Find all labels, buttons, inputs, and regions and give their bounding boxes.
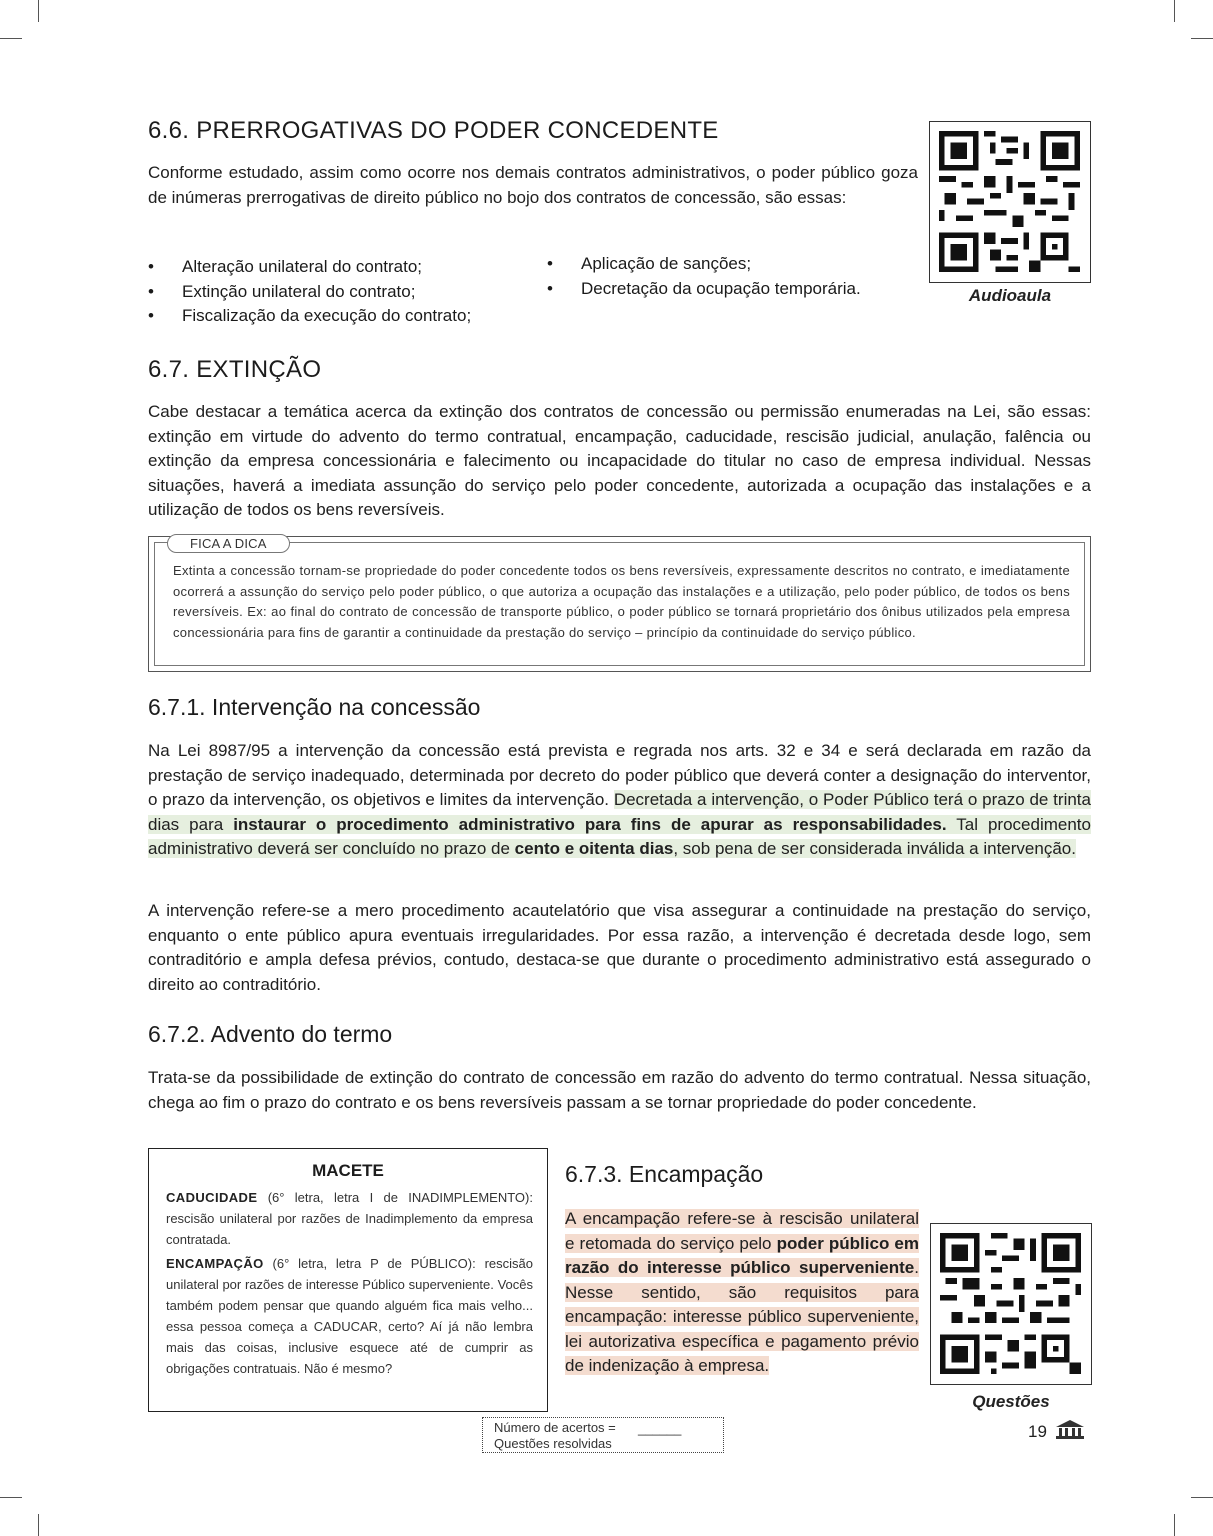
crop-mark (38, 0, 39, 22)
mnemonic-term: CADUCIDADE (166, 1190, 258, 1205)
qr-caption-questoes: Questões (972, 1392, 1050, 1411)
qr-code-icon (940, 1233, 1081, 1374)
counter-label-correct: Número de acertos = (494, 1420, 616, 1435)
section-body-6-7-3 (565, 1207, 919, 1379)
crop-mark (1174, 1514, 1175, 1536)
section-body-6-7: Cabe destacar a temática acerca da extinção dos contratos de concessão ou permissão enumeradas na Lei, são essas: extinção em virtude do advento do termo contratual, encampação, caducidade, rescisão judicial, anulação, falência ou extinção da empresa concessionária e falecimento ou incapacidade do titular no caso de empresa individual. Nessas situações, haverá a imediata assunção do serviço pelo poder concedente, autorizada a ocupação das instalações e a utilização de todos os bens reversíveis. (148, 402, 1091, 519)
qr-caption-audioaula: Audioaula (968, 286, 1052, 305)
crop-mark (1191, 1497, 1213, 1498)
highlighted-text (565, 1209, 919, 1375)
highlight-segment: Tal procedimento administrativo deverá ser concluído no prazo de (148, 814, 1091, 858)
highlight-segment: , sob pena de ser considerada inválida a intervenção. (673, 839, 1076, 858)
highlight-segment: . Nesse sentido, são requisitos para encampação: interesse público superveniente, lei autorizativa específica e pagamento prévio de indenização à empresa. (565, 1258, 919, 1375)
section-body-6-7-1-p2: A intervenção refere-se a mero procedimento acautelatório que visa assegurar a continuidade na prestação do serviço, enquanto o ente público apura eventuais irregularidades. Por essa razão, a intervenção é decretada desde logo, sem contraditório e ampla defesa prévios, contudo, destaca-se que durante o procedimento administrativo está assegurado o direito ao contraditório. (148, 901, 1091, 994)
qr-code-audioaula[interactable] (929, 121, 1091, 283)
section-title-6-7-3: 6.7.3. Encampação (565, 1161, 764, 1187)
crop-mark (1191, 38, 1213, 39)
section-title-6-7-1: 6.7.1. Intervenção na concessão (148, 694, 481, 720)
mnemonic-encampacao (166, 1253, 533, 1379)
list-item: • Decretação da ocupação temporária. (547, 277, 927, 302)
section-title-6-7: 6.7. EXTINÇÃO (148, 356, 322, 383)
mnemonic-term: ENCAMPAÇÃO (166, 1256, 264, 1271)
score-counter (482, 1417, 724, 1453)
crop-mark (0, 1497, 22, 1498)
list-item: • Alteração unilateral do contrato; (148, 255, 538, 280)
crop-mark (1174, 0, 1175, 22)
tip-box-inner (154, 536, 1085, 666)
section-title-6-6: 6.6. PRERROGATIVAS DO PODER CONCEDENTE (148, 117, 719, 144)
section-intro-6-6: Conforme estudado, assim como ocorre nos demais contratos administrativos, o poder público goza de inúmeras prerrogativas de direito público no bojo dos contratos de concessão, são essas: (148, 163, 918, 207)
counter-label-total: Questões resolvidas (494, 1436, 612, 1451)
institution-icon (1054, 1418, 1086, 1440)
mnemonic-description: (6° letra, letra P de PÚBLICO): rescisão unilateral por razões de interesse Público superveniente. Vocês também podem pensar que quando alguém fica mais velho... essa pessoa começa a CADUCAR, certo? Aí já não lembra mais das coisas, inclusive esquece até de cumprir as obrigações contratuais. Não é mesmo? (166, 1256, 533, 1376)
section-body-6-7-1 (148, 739, 1091, 862)
section-title-6-7-2: 6.7.2. Advento do termo (148, 1021, 393, 1047)
bold-segment: poder público em razão do interesse público superveniente (565, 1233, 919, 1277)
highlight-segment: A encampação refere-se à rescisão unilateral e retomada do serviço pelo (565, 1209, 919, 1253)
page-number: 19 (1028, 1422, 1047, 1441)
mnemonic-box (148, 1148, 548, 1412)
crop-mark (38, 1514, 39, 1536)
list-item: • Aplicação de sanções; (547, 252, 927, 277)
tip-label: FICA A DICA (167, 534, 290, 553)
bold-segment: instaurar o procedimento administrativo para fins de apurar as responsabilidades. (233, 814, 947, 834)
prerogatives-list-left (148, 255, 538, 329)
counter-blank: ______ (638, 1421, 682, 1436)
paragraph-text: Na Lei 8987/95 a intervenção da concessão está prevista e regrada nos arts. 32 e 34 e será declarada em razão da prestação de serviço inadequado, determinada por decreto do poder público que deverá conter a designação do interventor, o prazo da intervenção, os objetivos e limites da intervenção. (148, 741, 1091, 809)
qr-code-icon (939, 131, 1080, 272)
crop-mark (0, 38, 22, 39)
mnemonic-description: (6° letra, letra I de INADIMPLEMENTO): rescisão unilateral por razões de Inadimplemento da empresa contratada. (166, 1190, 533, 1247)
tip-box (148, 536, 1091, 672)
mnemonic-caducidade (166, 1187, 533, 1250)
list-item: • Fiscalização da execução do contrato; (148, 304, 538, 329)
prerogatives-list-right (547, 252, 927, 301)
section-body-6-7-2: Trata-se da possibilidade de extinção do contrato de concessão em razão do advento do termo contratual. Nessa situação, chega ao fim o prazo do contrato e os bens reversíveis passam a se tornar propriedade do poder concedente. (148, 1068, 1091, 1112)
qr-code-questoes[interactable] (930, 1223, 1092, 1385)
list-item: • Extinção unilateral do contrato; (148, 280, 538, 305)
highlight-segment: Decretada a intervenção, o Poder Público terá o prazo de trinta dias para (148, 790, 1091, 834)
bold-segment: cento e oitenta dias (514, 839, 674, 858)
tip-text: Extinta a concessão tornam-se propriedade do poder concedente todos os bens reversíveis, expressamente descritos no contrato, e imediatamente ocorrerá a assunção do serviço pelo poder público, o que autoriza a ocupação das instalações e a utilização, pelo poder público, de todos os bens reversíveis. Ex: ao final do contrato de concessão de transporte público, o poder público se tornará proprietário dos ônibus utilizados pela empresa concessionária para fins de garantir a continuidade da prestação do serviço – princípio da continuidade do serviço público. (173, 563, 1070, 640)
mnemonic-title: MACETE (312, 1161, 384, 1180)
